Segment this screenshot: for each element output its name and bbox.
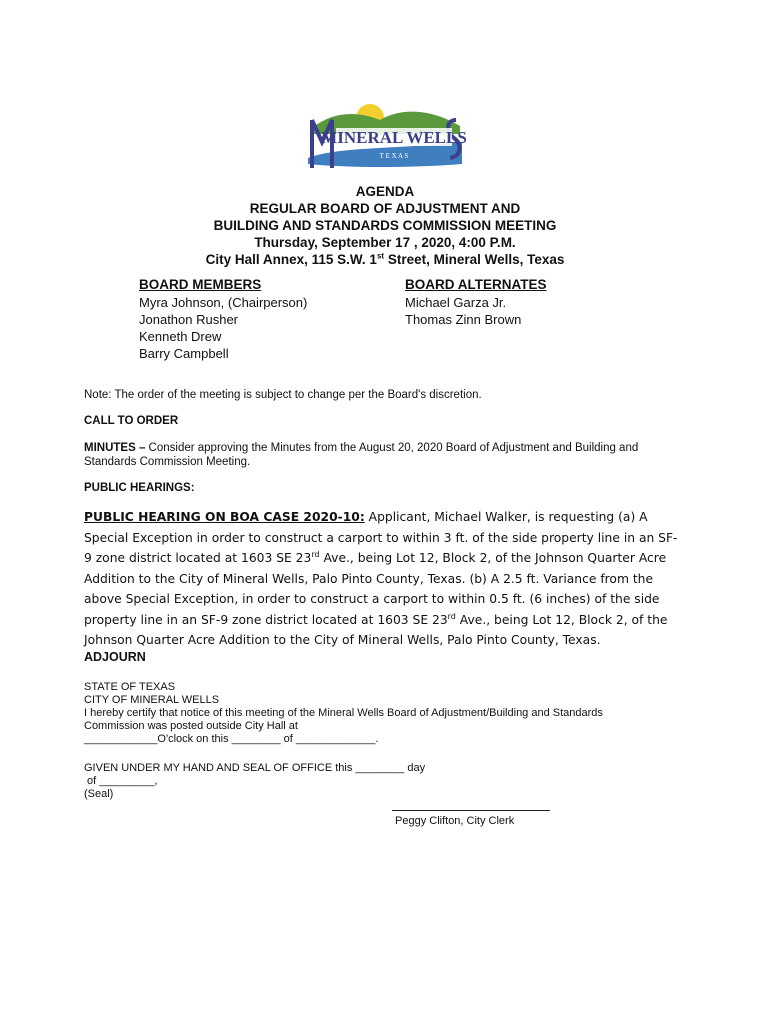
board-alternate-name: Thomas Zinn Brown xyxy=(405,312,522,327)
seal-label: (Seal) xyxy=(84,788,114,800)
header-line-location: City Hall Annex, 115 S.W. 1st Street, Mineral Wells, Texas xyxy=(205,251,565,267)
logo-subtext: T E X A S xyxy=(379,152,409,160)
agenda-header xyxy=(0,183,770,268)
logo-graphic xyxy=(300,98,468,170)
board-member-name: Barry Campbell xyxy=(139,346,229,361)
adjourn-heading: ADJOURN xyxy=(84,650,146,664)
header-line-commission: BUILDING AND STANDARDS COMMISSION MEETING xyxy=(213,218,557,233)
public-hearings-heading: PUBLIC HEARINGS: xyxy=(84,482,195,494)
board-alternates xyxy=(405,276,547,328)
board-members-title: BOARD MEMBERS xyxy=(139,277,262,292)
header-line-agenda: AGENDA xyxy=(355,184,415,199)
board-alternate-name: Michael Garza Jr. xyxy=(405,295,507,310)
header-line-board: REGULAR BOARD OF ADJUSTMENT AND xyxy=(249,201,521,216)
board-member-name: Jonathon Rusher xyxy=(139,312,239,327)
minutes-text: Consider approving the Minutes from the August 20, 2020 Board of Adjustment and Building and Standards Commission Meeting. xyxy=(84,442,639,468)
header-line-date: Thursday, September 17 , 2020, 4:00 P.M. xyxy=(254,235,516,250)
signature-name: Peggy Clifton, City Clerk xyxy=(395,815,515,827)
public-hearing-item: PUBLIC HEARING ON BOA CASE 2020-10: Applicant, Michael Walker, is requesting (a) A Special Exception in order to construct a carport to within 3 ft. of the side property line in an SF-9 zone district located at 1603 SE 23rd Ave., being Lot 12, Block 2, of the Johnson Quarter Acre Addition to the City of Mineral Wells, Palo Pinto County, Texas. (b) A 2.5 ft. Variance from the above Special Exception, in order to construct a carport to within 0.5 ft. (6 inches) of the side property line in an SF-9 zone district located at 1603 SE 23rd Ave., being Lot 12, Block 2, of the Johnson Quarter Acre Addition to the City of Mineral Wells, Palo Pinto County, Texas. xyxy=(84,510,678,647)
given-under-hand-block: GIVEN UNDER MY HAND AND SEAL OF OFFICE this ________ day of _________, (Seal) xyxy=(84,762,684,801)
certification-block: STATE OF TEXAS CITY OF MINERAL WELLS I hereby certify that notice of this meeting of the Mineral Wells Board of Adjustment/Building and Standards Commission was posted outside City Hall at ____________O'clock on this ________ of _____________. xyxy=(84,681,603,745)
hearing-label: PUBLIC HEARING ON BOA CASE 2020-10: xyxy=(84,510,365,524)
order-note: Note: The order of the meeting is subject to change per the Board's discretion. xyxy=(84,389,482,401)
minutes-label: MINUTES – xyxy=(84,442,146,454)
board-members xyxy=(139,276,307,362)
board-member-name: Myra Johnson, (Chairperson) xyxy=(139,295,308,310)
minutes-item xyxy=(84,441,684,469)
board-alternates-title: BOARD ALTERNATES xyxy=(405,277,547,292)
signature-line xyxy=(392,810,550,811)
call-to-order-heading: CALL TO ORDER xyxy=(84,415,179,427)
mineral-wells-logo xyxy=(300,98,468,170)
board-member-name: Kenneth Drew xyxy=(139,329,222,344)
logo-text: MINERAL WELLS xyxy=(321,128,467,147)
